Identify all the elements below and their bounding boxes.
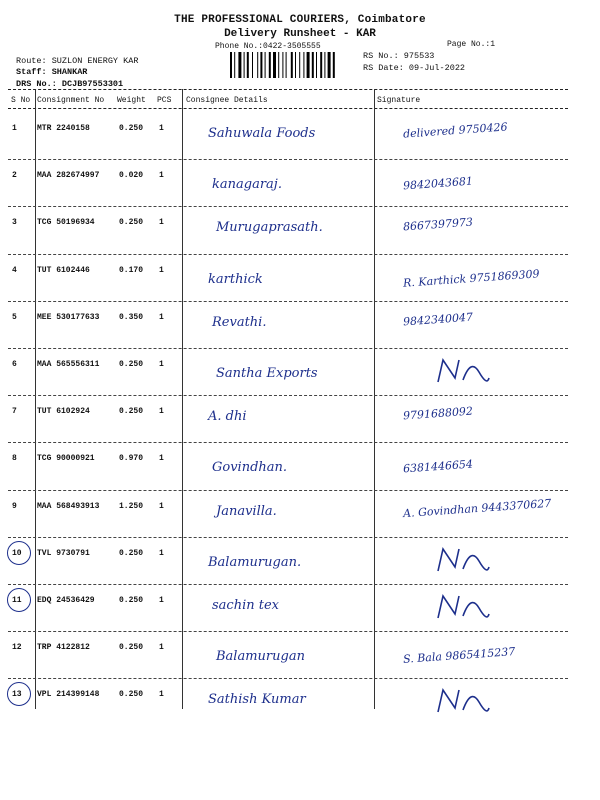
row-consignment-no: MEE 530177633 [37,312,100,322]
table-row [8,584,570,631]
row-sno: 10 [12,548,22,558]
signature-scribble [433,684,493,718]
row-pcs: 1 [159,454,164,464]
row-pcs: 1 [159,548,164,558]
signature-handwriting: 6381446654 [402,457,474,476]
barcode-bar [269,52,271,78]
row-weight: 0.250 [119,218,144,228]
table-row [8,442,570,489]
col-header-pcs: PCS [157,96,172,105]
row-pcs: 1 [159,596,164,605]
col-header-consignee: Consignee Details [186,96,268,105]
consignee-handwriting: Santha Exports [216,366,318,381]
rs-number: RS No.: 975533 [363,51,435,61]
barcode-bar [295,52,296,78]
rs-date: RS Date: 09-Jul-2022 [363,63,466,73]
row-sno: 9 [12,501,17,511]
barcode-bar [257,52,258,78]
row-weight: 0.250 [119,124,144,133]
row-weight: 0.170 [119,265,144,275]
col-header-weight: Weight [117,96,146,105]
barcode-bar [291,52,293,78]
consignee-handwriting: Revathi. [212,314,267,330]
row-pcs: 1 [159,124,164,133]
consignee-handwriting: Balamurugan [216,649,305,665]
barcode-bar [247,52,249,78]
row-consignment-no: VPL 214399148 [37,690,100,700]
row-consignment-no: TUT 6102446 [37,265,90,275]
barcode-bar [273,52,276,78]
table-row [8,631,570,678]
row-pcs: 1 [159,265,164,275]
barcode-bar [303,52,304,78]
row-weight: 0.250 [119,690,144,700]
barcode-bar [320,52,322,78]
row-consignment-no: TRP 4122812 [37,643,90,653]
barcode-bar [260,52,262,78]
row-sno: 11 [12,596,22,605]
signature-handwriting: A. Govindhan 9443370627 [402,496,552,520]
row-sno: 3 [12,218,17,228]
row-sno: 2 [12,171,17,181]
table-row [8,678,570,725]
row-weight: 0.250 [119,548,144,558]
barcode-bar [244,52,245,78]
barcode-bar [307,52,310,78]
row-weight: 0.250 [119,360,144,369]
row-pcs: 1 [159,690,164,700]
runsheet-subtitle: Delivery Runsheet - KAR [224,28,376,40]
row-separator [8,254,568,255]
barcode-bar [312,52,314,78]
row-separator [8,301,568,302]
barcode-image [230,52,362,78]
row-consignment-no: TCG 50196934 [37,218,95,228]
row-weight: 0.020 [119,171,144,181]
row-weight: 0.970 [119,454,144,464]
row-separator [8,584,568,585]
barcode-bar [286,52,287,78]
row-consignment-no: MTR 2240158 [37,124,90,133]
barcode-bar [328,52,331,78]
table-row [8,206,570,253]
row-sno: 5 [12,312,17,322]
table-row [8,159,570,206]
route-label: Route: SUZLON ENERGY KAR [16,56,139,66]
consignee-handwriting: Murugaprasath. [216,220,323,236]
row-consignment-no: TCG 90000921 [37,454,95,464]
table-header-rule [8,108,568,109]
row-consignment-no: MAA 282674997 [37,171,100,181]
table-row [8,348,570,395]
table-row [8,112,570,159]
row-sno: 7 [12,407,17,417]
row-pcs: 1 [159,171,164,181]
row-pcs: 1 [159,218,164,228]
barcode-bar [333,52,335,78]
signature-scribble [433,590,493,624]
row-consignment-no: MAA 565556311 [37,360,100,369]
barcode-bar [316,52,317,78]
table-row [8,490,570,537]
row-weight: 0.250 [119,596,144,605]
drs-number: DRS No.: DCJB97553301 [16,79,124,89]
barcode-bar [234,52,235,78]
barcode-bar [299,52,300,78]
row-pcs: 1 [159,312,164,322]
phone-number: Phone No.:0422-3505555 [215,42,321,51]
row-sno: 13 [12,690,22,700]
row-separator [8,159,568,160]
row-separator [8,490,568,491]
row-sno: 6 [12,360,17,369]
row-sno: 4 [12,265,17,275]
row-weight: 0.250 [119,407,144,417]
row-separator [8,631,568,632]
consignee-handwriting: Janavilla. [216,503,277,519]
consignee-handwriting: Sathish Kumar [208,692,306,708]
row-pcs: 1 [159,501,164,511]
consignee-handwriting: sachin tex [212,598,279,613]
signature-scribble [433,354,493,388]
barcode-bar [230,52,232,78]
row-weight: 1.250 [119,501,144,511]
consignee-handwriting: A. dhi [208,409,247,425]
row-consignment-no: TVL 9730791 [37,548,90,558]
row-separator [8,537,568,538]
consignee-handwriting: Balamurugan. [208,554,302,570]
row-consignment-no: EDQ 24536429 [37,596,95,605]
signature-handwriting: 9842340047 [402,310,474,329]
signature-handwriting: 8667397973 [402,215,474,234]
row-separator [8,395,568,396]
table-top-rule [8,89,568,90]
row-sno: 1 [12,124,17,133]
signature-scribble [433,543,493,577]
company-title: THE PROFESSIONAL COURIERS, Coimbatore [174,14,426,26]
barcode-bar [252,52,253,78]
signature-handwriting: delivered 9750426 [402,120,508,141]
table-row [8,301,570,348]
signature-handwriting: 9842043681 [402,174,474,193]
row-pcs: 1 [159,407,164,417]
barcode-bar [324,52,325,78]
row-separator [8,442,568,443]
staff-label: Staff: SHANKAR [16,67,88,77]
row-pcs: 1 [159,643,164,653]
page-number: Page No.:1 [447,40,496,49]
barcode-bar [282,52,283,78]
table-row [8,254,570,301]
barcode-bar [238,52,241,78]
table-row [8,395,570,442]
table-row [8,537,570,584]
row-consignment-no: TUT 6102924 [37,407,90,417]
signature-handwriting: 9791688092 [402,404,474,423]
row-separator [8,678,568,679]
signature-handwriting: R. Karthick 9751869309 [402,266,540,290]
consignee-handwriting: Govindhan. [212,460,288,476]
row-consignment-no: MAA 568493913 [37,501,100,511]
row-separator [8,348,568,349]
consignee-handwriting: karthick [208,271,263,287]
col-header-sno: S No [11,96,31,105]
consignee-handwriting: Sahuwala Foods [208,126,316,141]
row-weight: 0.350 [119,312,144,322]
col-header-consignment: Consignment No [37,96,105,105]
barcode-bar [278,52,279,78]
row-weight: 0.250 [119,643,144,653]
col-header-signature: Signature [377,96,421,105]
row-separator [8,206,568,207]
row-pcs: 1 [159,360,164,369]
consignee-handwriting: kanagaraj. [212,177,282,193]
row-sno: 12 [12,643,22,653]
row-sno: 8 [12,454,17,464]
barcode-bar [265,52,266,78]
signature-handwriting: S. Bala 9865415237 [402,645,516,667]
